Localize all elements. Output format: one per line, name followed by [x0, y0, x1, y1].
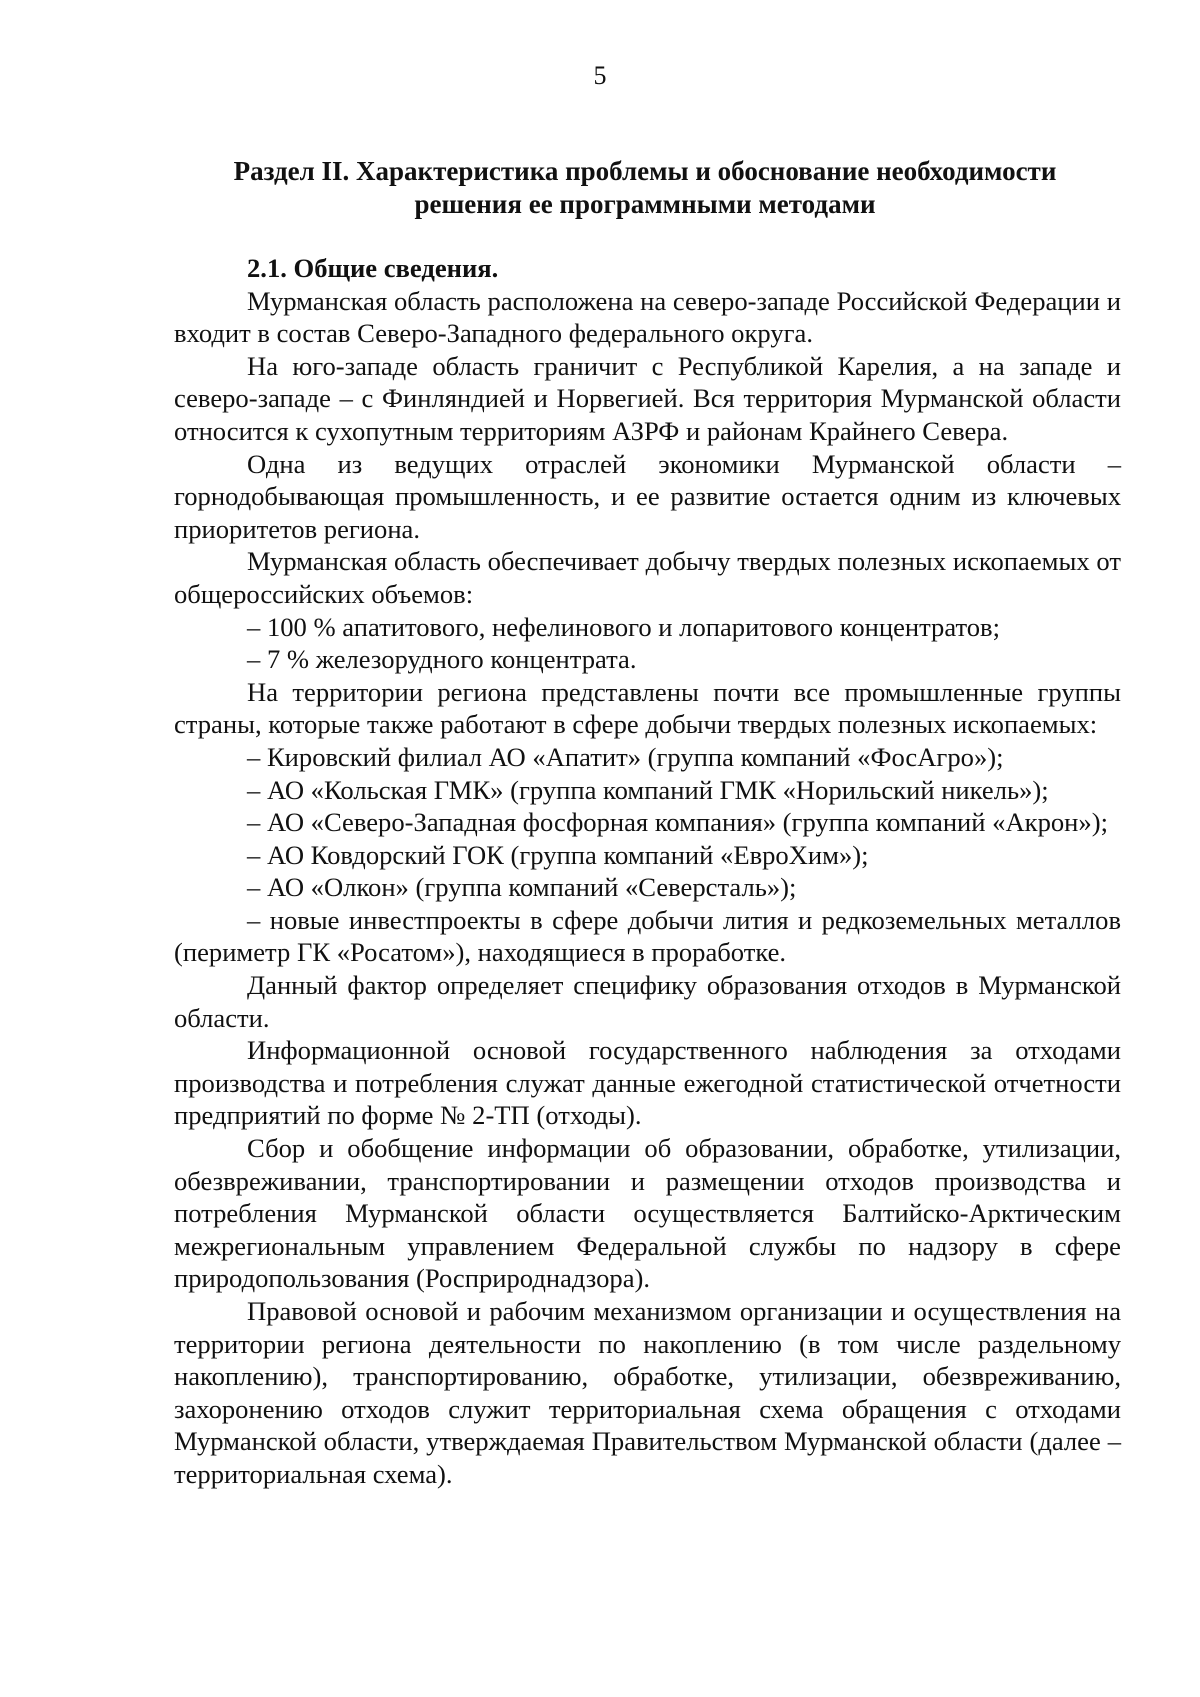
paragraph: Сбор и обобщение информации об образовании, обработке, утилизации, обезвреживании, транспортировании и размещении отходов производства и потребления Мурманской области осуществляется Балтийско-Арктическим межрегиональным управлением Федеральной службы по надзору в сфере природопользования (Росприроднадзора).: [174, 1133, 1121, 1294]
list-item: – АО «Северо-Западная фосфорная компания» (группа компаний «Акрон»);: [247, 807, 1108, 838]
subsection-title: 2.1. Общие сведения.: [247, 253, 499, 283]
list-item: – 7 % железорудного концентрата.: [247, 644, 637, 675]
list-item: – 100 % апатитового, нефелинового и лопаритового концентратов;: [247, 611, 1000, 642]
document-body: [174, 252, 1121, 1491]
paragraph: Мурманская область расположена на северо-западе Российской Федерации и входит в состав Северо-Западного федерального округа.: [174, 285, 1121, 349]
list-item: – АО «Кольская ГМК» (группа компаний ГМК «Норильский никель»);: [247, 774, 1049, 805]
section-title-line-1: Раздел II. Характеристика проблемы и обоснование необходимости: [233, 156, 1057, 186]
paragraph: Информационной основой государственного наблюдения за отходами производства и потребления служат данные ежегодной статистической отчетности предприятий по форме № 2-ТП (отходы).: [174, 1035, 1121, 1131]
list-item: – АО Ковдорский ГОК (группа компаний «ЕвроХим»);: [247, 839, 869, 870]
paragraph: На территории региона представлены почти все промышленные группы страны, которые также работают в сфере добычи твердых полезных ископаемых:: [174, 676, 1121, 740]
paragraph: Данный фактор определяет специфику образования отходов в Мурманской области.: [174, 970, 1121, 1033]
paragraph: На юго-западе область граничит с Республикой Карелия, а на западе и северо-западе – с Финляндией и Норвегией. Вся территория Мурманской области относится к сухопутным территориям АЗРФ и районам Крайнего Севера.: [174, 350, 1121, 446]
list-item: – новые инвестпроекты в сфере добычи лития и редкоземельных металлов (периметр ГК «Росатом»), находящиеся в проработке.: [174, 904, 1121, 968]
list-item: – Кировский филиал АО «Апатит» (группа компаний «ФосАгро»);: [247, 741, 1004, 772]
page-number: 5: [593, 61, 607, 90]
paragraph: Мурманская область обеспечивает добычу твердых полезных ископаемых от общероссийских объемов:: [174, 546, 1121, 609]
list-item: – АО «Олкон» (группа компаний «Северсталь»);: [247, 872, 797, 903]
paragraph: Правовой основой и рабочим механизмом организации и осуществления на территории региона деятельности по накоплению (в том числе раздельному накоплению), транспортированию, обработке, утилизации, обезвреживанию, захоронению отходов служит территориальная схема обращения с отходами Мурманской области, утверждаемая Правительством Мурманской области (далее – территориальная схема).: [174, 1296, 1121, 1489]
section-title-line-2: решения ее программными методами: [414, 189, 876, 219]
paragraph: Одна из ведущих отраслей экономики Мурманской области – горнодобывающая промышленность, и ее развитие остается одним из ключевых приоритетов региона.: [174, 448, 1121, 544]
section-title: [175, 155, 1115, 221]
